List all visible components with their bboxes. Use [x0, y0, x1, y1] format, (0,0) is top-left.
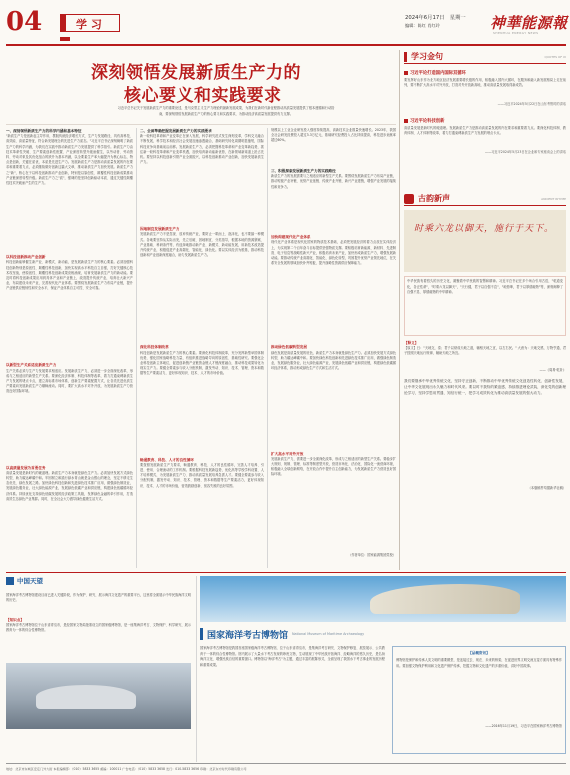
col2-subhead-2: 深化科技体制改革 [140, 345, 169, 350]
museum-photo [200, 576, 566, 622]
col1-subhead-1: 以科技创新推动产业创新 [6, 255, 46, 260]
sidebar-study [404, 50, 566, 190]
footer-info: 地址：北京市东城区安定门外大街 本报编辑部：（010）5833 3655 邮编：100011 广告电话：（010）5833 3658 发行：010-5833 3656 印刷：北京东方时代印刷有限公司 [6, 767, 247, 771]
quote2-title: 习近平论科技创新 [410, 119, 445, 124]
museum-title: 国家海洋考古博物馆 [207, 630, 289, 641]
col-divider-1 [136, 128, 137, 568]
col2-paragraph-4: 要按照发展新质生产力要求，畅通教育、科技、人才的良性循环，完善人才培养、引进、使用、合理流动的工作机制。要根据科技发展新趋势，优化高等学校学科设置、人才培养模式，为发展新质生产力、推动高质量发展培养急需人才。要健全要素参与收入分配机制，激发劳动、知识、技术、管理、资本和数据等生产要素活力，更好体现知识、技术、人才的市场价值，营造鼓励创新、宽容失败的良好氛围。 [140, 462, 264, 488]
bottom-left-panel [6, 576, 191, 760]
article-title-line1: 深刻领悟发展新质生产力的 [91, 63, 301, 83]
col3-paragraph-1: 新质生产力的发展需要与之相适应的新型生产关系。要围绕发展新质生产力布局产业链，推动短板产业补链、优势产业延链、传统产业升链、新兴产业建链，增强产业发展的接续性和竞争力。 [271, 174, 396, 189]
quote-bullet-icon [404, 119, 408, 123]
col2-subhead-1: 因地制宜发展新质生产力 [140, 227, 180, 232]
col1-paragraph-3: 生产关系必须与生产力发展要求相适应。发展新质生产力，必须进一步全面深化改革，形成与之相适应的新型生产关系。要深化经济体制、科技体制等改革，着力打通束缚新质生产力发展的堵点卡点，建立高标准市场体系，创新生产要素配置方式，让各类先进优质生产要素向发展新质生产力顺畅流动。同时，要扩大高水平对外开放，为发展新质生产力营造良好国际环境。 [6, 368, 133, 394]
quote1-body: 要发挥好山东作为北方地区经济发展重要增长极的作用，积极融入国内大循环，在服务和融入新发展格局上走在前列，要不断扩大高水平对外开放，打造对外开放新高地，推动高质量发展取得新成效。 [404, 78, 566, 88]
bottom-left-body-1: 国家海洋考古博物馆建设目前已进入关键阶段，作为保护、研究、展示海洋文化遗产的重要平台，这里将全面展示中华民族海洋文明的历史。 [6, 593, 191, 603]
col1-paragraph-4: 高质量发展是新时代的硬道理。新质生产力本身就是绿色生产力。必须加快发展方式绿色转型，助力碳达峰碳中和。牢固树立和践行绿水青山就是金山银山的理念，坚定不移走生态优先、绿色发展之路。加快绿色科技创新和先进绿色技术推广应用，做强绿色制造业，发展绿色服务业，壮大绿色能源产业，发展绿色低碳产业和供应链，构建绿色低碳循环经济体系。持续优化支持绿色低碳发展的经济政策工具箱，发挥绿色金融的牵引作用，打造高效生态绿色产业集群。同时，在全社会大力倡导绿色健康生活方式。 [6, 470, 133, 501]
article-col-3 [271, 128, 396, 570]
museum-body: 国家海洋考古博物馆是我国首座国家级海洋考古博物馆，位于山东省青岛市，是集海洋考古研究、文物保护修复、展览展示、公共教育于一体的综合性博物馆。馆内展示了大量水下考古发现的珍贵文物，生动展现了中华民族开拓海洋、经略海洋的悠久历史，是弘扬海洋文化、增强民族自信的重要窗口。博物馆以"海洋考古"为主题，通过丰富的展陈形式，全面呈现了我国水下考古事业的发展历程和重要成果。 [200, 646, 385, 667]
sidebar-divider [399, 50, 400, 570]
museum-marker [200, 628, 203, 640]
bottom-divider [196, 576, 197, 762]
article-col-1 [6, 128, 133, 570]
quote-1 [404, 70, 566, 114]
classic-head: 古韵新声 [418, 194, 450, 203]
museum-box-body: 博物馆是保护和传承人类文明的重要殿堂，是连接过去、现在、未来的桥梁，在促进世界文明交流互鉴方面具有特殊作用。要加强文物保护利用和文化遗产保护传承，挖掘文物和文化遗产的多重价值，讲好中国故事。 [396, 658, 562, 668]
col3-paragraph-3: 绿色发展是高质量发展的底色，新质生产力本身就是绿色生产力。必须加快发展方式绿色转型，助力碳达峰碳中和。要加快绿色科技创新和先进绿色技术推广应用，做强绿色制造业，发展绿色服务业，壮大绿色能源产业，发展绿色低碳产业和供应链，构建绿色低碳循环经济体系，推动形成绿色生产方式和生活方式。 [271, 350, 396, 371]
article-author: （作者单位：国家能源集团党校） [348, 552, 396, 557]
bottom-left-caption: 【知识点】 [6, 618, 24, 622]
bottom-left-head [6, 576, 191, 585]
col3-subhead-2: 推动绿色低碳转型发展 [271, 345, 307, 350]
section-head-2: 二、全面準确把握发展新质生产力的实践要求 [140, 129, 212, 133]
section-head-1: 一、深刻领悟新质生产力的科学内涵和基本特征 [6, 129, 82, 133]
footer-rule [6, 763, 566, 764]
bottom-rule [6, 572, 566, 573]
article-title-line2: 核心要义和实践要求 [124, 86, 282, 106]
editors: 编辑：陈红 肖红玲 [405, 23, 440, 28]
article-lead: 习近平总书记关于发展新质生产力的重要论述，是马克思主义生产力理论的最新发展成果，为我们在新时代新征程推动高质量发展提供了根本遵循和行动指南，要深刻领悟发展新质生产力的核心要义和实践要求，为推动经济高质量发展提供有力支撑。 [117, 106, 335, 116]
col3-subhead-1: 加快构建现代化产业体系 [271, 235, 311, 240]
issue-weekday: 星期一 [449, 15, 466, 21]
classic-note-body: 【原文】曰："天地交，泰；君子以财成天地之道，辅相天地之宜，以左右民。" 大意为：天地交感，万物亨通，君子按照天地运行规律，辅助天地之所宜。 [404, 346, 566, 356]
col3-paragraph-0: 规模以上工业企业研发投入强度持续提高，高新技术企业数量快速增长。2023年，我国全社会研发经费投入超过3.3万亿元，基础研究经费投入占比持续提高，科技进步贡献率超过60%。 [271, 128, 396, 143]
quote2-source: ——习近平2024年5月23日在企业和专家座谈会上的讲话 [484, 150, 566, 154]
quote1-source: ——习近平2024年5月22日在山东考察时的讲话 [497, 102, 566, 106]
col2-paragraph-2: 发展新质生产力不是忽视、放弃传统产业，要防止一哄而上、泡沫化，也不要搞一种模式。各地要坚持从实际出发，先立后破、因地制宜、分类指导，根据本地的资源禀赋、产业基础、科研条件等，有选择地推动新产业、新模式、新动能发展，用新技术改造提升传统产业，积极促进产业高端化、智能化、绿色化。要以实体经济为根基，推动科技创新和产业创新深度融合，助力发展新质生产力。 [140, 232, 264, 258]
section-accent [60, 37, 70, 41]
quote-2 [404, 118, 566, 162]
study-head-bar [404, 50, 566, 64]
bottom-left-body-2: 国家海洋考古博物馆位于山东省青岛市，是经国家文物局批准设立的国家级博物馆，是一座集海洋考古、文物保护、科学研究、展示教育为一体的综合性博物馆。 [6, 623, 191, 633]
section-title: 学 习 [76, 18, 102, 31]
article-lead-rule [6, 124, 396, 125]
study-marker [404, 52, 407, 62]
bottom-museum-panel [200, 576, 566, 760]
issue-date: 2024年6月17日 [405, 15, 445, 21]
calligraphy-panel [404, 210, 566, 272]
classic-commentary: 我们要继承中华优秀传统文化，坚持守正创新，不断推动中华优秀传统文化创造性转化、创新性发展，让中华文化展现出永久魅力和时代风采。要以时不我待的紧迫感，持续推进理论武装，深化党的创新理论学习，坚持学思用贯通、知信行统一，把学习成效转化为推动高质量发展的强大动力。 [404, 378, 566, 395]
col3-paragraph-2: 现代化产业体系是现代化国家的物质技术基础，必须把发展经济的着力点放在实体经济上，为实现第二个百年奋斗目标提供坚强物质支撑。要积极培育新能源、新材料、先进制造、电子信息等战略性新兴产业，积极培育未来产业，加快形成新质生产力，增强发展新动能。要推动传统产业高端化、智能化、绿色化转型，巩固提升优势产业领先地位，在关系安全发展的领域加快补齐短板，提升战略性资源供应保障能力。 [271, 240, 396, 266]
study-head: 学习金句 [411, 52, 443, 61]
header-meta [405, 14, 480, 34]
museum-box-source: ——2016年11月19日，习近平在国家海洋考古博物馆 [485, 724, 562, 729]
sidebar-classic [404, 192, 566, 570]
col3-paragraph-4: 发展新质生产力，需要进一步全面深化改革，形成与之相适应的新型生产关系。要稳步扩大规则、规制、管理、标准等制度型开放，营造市场化、法治化、国际化一流营商环境，积极融入全球创新网络，在开放合作中提升自主创新能力，为发展新质生产力营造良好国际环境。 [271, 456, 396, 477]
masthead-sub: SHENHUA ENERGY NEWS [493, 31, 539, 35]
classic-intro: 中华民族有着悠久的历史文化，凝聚着中华民族的智慧和精神。习近平总书记在多个场合引用古语，"乾道变化，各正性命"，"时乘六龙以御天"，"天行健，君子以自强不息"，"地势坤，君子以厚德载物"等，深刻阐释了自强不息、厚德载物的中华精神。 [404, 276, 566, 336]
bottom-left-title: 中国天望 [17, 577, 43, 585]
classic-seal-icon [404, 194, 414, 204]
col1-subhead-2: 以新型生产关系适应新质生产力 [6, 363, 57, 368]
col2-paragraph-3: 科技创新是发展新质生产力的核心要素。要深化科技体制改革，充分发挥新型举国体制优势，强化国家战略科技力量，有组织推进战略导向的原创性、基础性研究。要强化企业科技创新主体地位，促进创新链产业链资金链人才链深度融合，推动科技成果转化为现实生产力。要健全要素参与收入分配机制，激发劳动、知识、技术、管理、资本和数据等生产要素活力，更好体现知识、技术、人才的市场价值。 [140, 350, 264, 376]
museum-title-en: National Museum of Maritime Archaeology [292, 632, 365, 636]
header-rule [6, 44, 566, 46]
museum-title-bar [200, 625, 566, 643]
col-divider-2 [267, 128, 268, 568]
col3-subhead-3: 扩大高水平对外开放 [271, 451, 304, 456]
section-tab [60, 14, 120, 32]
bottom-left-photo [6, 663, 191, 729]
classic-head-en: ANCIENT RHYME [541, 196, 566, 201]
study-head-en: QUOTES OF XI [544, 54, 566, 59]
main-article [6, 50, 396, 570]
quote-bullet-icon [404, 71, 408, 75]
col2-paragraph-1: 新一轮科技革命和产业变革正在深入发展，科学研究范式发生深刻变革，学科交叉融合不断发展，科学技术和经济社会发展加速渗透融合，基础研究转化周期明显缩短，国际科技竞争向基础前沿前移。发展新质生产力，必须把握科技革命和产业变革新趋势，抓住新一轮科技革命和产业变革机遇，加快培育新动能新优势，在新领域新赛道上抢占先机。要坚持以科技创新引领产业全面振兴，以科技创新推动产业创新，加快发展新质生产力。 [140, 134, 264, 165]
classic-head-bar [404, 192, 566, 206]
museum-box-head: 【品概资讯】 [468, 651, 490, 655]
page-header [0, 0, 570, 54]
calligraphy-text: 时乘六龙以御天，施行于天下。 [414, 224, 555, 234]
col1-subhead-3: 以高质量发展为首要任务 [6, 465, 46, 470]
flag-icon [6, 577, 14, 585]
classic-note-source: ——《周易·乾卦》 [539, 368, 566, 373]
classic-closing: （本版稿件均据新华社稿） [527, 485, 566, 490]
quote2-body: 高质量发展是新时代的硬道理。发展新质生产力是推动高质量发展的内在要求和重要着力点。要深化科技体制、教育体制、人才体制等改革，着力打通束缚新质生产力发展的堵点卡点。 [404, 126, 566, 136]
classic-note [404, 340, 566, 374]
col1-paragraph-1: "新质生产力是创新起主导作用，摆脱传统经济增长方式、生产力发展路径，具有高科技、高效能、高质量特征，符合新发展理念的先进生产力质态。"习近平总书记深刻阐明了新质生产力的科学内涵，为我们在实践中推动新质生产力发展提供了科学指引。新质生产力由技术革命性突破、生产要素创新性配置、产业深度转型升级而催生，以劳动者、劳动资料、劳动对象及其优化组合的跃升为基本内涵，以全要素生产率大幅提升为核心标志，特点是创新，关键在质优，本质是先进生产力。发展新质生产力是推动高质量发展的内在要求和重要着力点，必须继续做好创新这篇大文章，推动新质生产力加快发展。新质生产力之"新"，核心在于以科技创新推动产业创新，特别是以原创性、颠覆性科技创新成果推动产业链深度转型升级。新质生产力之"质"，强调的是坚持创新驱动本质、通过关键性颠覆性技术突破而产生的生产力。 [6, 134, 133, 186]
col2-subhead-3: 畅通教育、科技、人才的良性循环 [140, 457, 194, 462]
quote1-title: 习近平论打造国内国际双循环 [410, 71, 466, 76]
col1-paragraph-2: 科技创新能够催生新产业、新模式、新动能，是发展新质生产力的核心要素。必须加强科技创新特别是原创性、颠覆性科技创新，加快实现高水平科技自立自强，打好关键核心技术攻坚战，使原创性、颠覆性科技创新成果竞相涌现，培育发展新质生产力的新动能。要及时将科技创新成果应用到具体产业和产业链上，改造提升传统产业，培育壮大新兴产业，布局建设未来产业，完善现代化产业体系。要围绕发展新质生产力布局产业链，提升产业链供应链韧性和安全水平，保证产业体系自主可控、安全可靠。 [6, 260, 133, 291]
section-head-3: 三、积极探索发展新质生产力的实践路径 [271, 169, 336, 173]
page-number: 04 [6, 7, 43, 37]
masthead-logo: 神華能源報 [490, 14, 568, 32]
classic-note-head: 【释义】 [404, 341, 419, 345]
museum-box [392, 646, 566, 754]
article-col-2 [140, 128, 264, 570]
